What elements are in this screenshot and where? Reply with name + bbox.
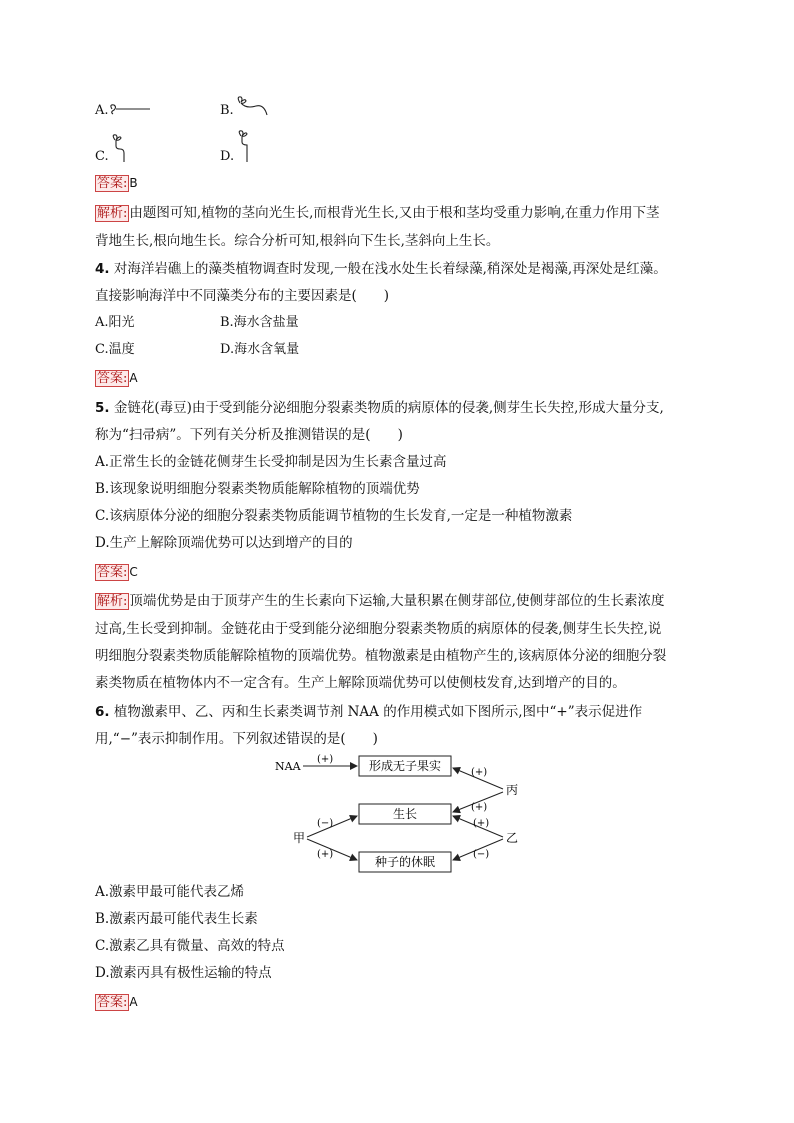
q3-option-d: D. — [220, 149, 235, 164]
answer-tag: 答案: — [97, 371, 128, 386]
answer-tag: 答案: — [97, 176, 128, 191]
sign-bing-growth: (+) — [471, 802, 488, 813]
node-jia: 甲 — [293, 831, 306, 845]
q5-option-c: C.该病原体分泌的细胞分裂素类物质能调节植物的生长发育,一定是一种植物激素 — [95, 508, 573, 524]
box-growth-label: 生长 — [392, 807, 418, 821]
q5-stem-line-1: 5. 金链花(毒豆)由于受到能分泌细胞分裂素类物质的病原体的侵袭,侧芽生长失控,形成大量分支, — [95, 400, 664, 416]
q4-option-c: C.温度 — [95, 342, 135, 357]
seedling-horizontal-icon — [108, 98, 153, 120]
q3-option-b: B. — [220, 103, 234, 118]
analysis-tag: 解析: — [97, 594, 128, 609]
q5-analysis-line-1: 解析: 顶端优势是由于顶芽产生的生长素向下运输,大量积累在侧芽部位,使侧芽部位的生长素浓度 — [97, 593, 665, 609]
q4-option-d: D.海水含氧量 — [220, 342, 300, 357]
box-seedless-fruit-label: 形成无子果实 — [368, 759, 442, 773]
q6-answer: 答案: A — [97, 995, 138, 1010]
node-yi: 乙 — [506, 831, 519, 845]
node-naa: NAA — [275, 760, 301, 773]
q6-option-a: A.激素甲最可能代表乙烯 — [95, 884, 245, 900]
q5-option-d: D.生产上解除顶端优势可以达到增产的目的 — [95, 535, 353, 551]
answer-tag: 答案: — [97, 995, 128, 1010]
q5-stem-line-2: 称为“扫帚病”。下列有关分析及推测错误的是( ) — [95, 427, 403, 443]
q5-option-b: B.该现象说明细胞分裂素类物质能解除植物的顶端优势 — [95, 481, 420, 497]
q5-answer: 答案: C — [97, 565, 138, 580]
box-dormancy-label: 种子的休眠 — [374, 855, 436, 869]
q6-stem-line-2: 用,“−”表示抑制作用。下列叙述错误的是( ) — [95, 731, 378, 747]
q3-option-a: A. — [95, 103, 109, 118]
q4-stem-line-1: 4. 对海洋岩礁上的藻类植物调查时发现,一般在浅水处生长着绿藻,稍深处是褐藻,再深处是红藻。 — [95, 261, 667, 277]
q5-analysis-line-4: 素类物质在植物体内不一定含有。生产上解除顶端优势可以使侧枝发育,达到增产的目的。 — [95, 675, 626, 691]
q5-analysis-line-2: 过高,生长受到抑制。金链花由于受到能分泌细胞分裂素类物质的病原体的侵袭,侧芽生长失控,说 — [95, 621, 662, 637]
q4-answer: 答案: A — [97, 371, 138, 386]
sign-yi-growth: (+) — [473, 818, 490, 829]
q3-option-c: C. — [95, 149, 109, 164]
answer-tag: 答案: — [97, 565, 128, 580]
q3-analysis-line-2: 背地生长,根向地生长。综合分析可知,根斜向下生长,茎斜向上生长。 — [95, 233, 500, 249]
analysis-tag: 解析: — [97, 206, 128, 221]
q6-option-d: D.激素丙具有极性运输的特点 — [95, 965, 272, 981]
seedling-down-icon — [232, 128, 256, 164]
seedling-hook-icon — [108, 132, 136, 164]
q3-answer: 答案: B — [97, 176, 138, 191]
q6-stem-line-1: 6. 植物激素甲、乙、丙和生长素类调节剂 NAA 的作用模式如下图所示,图中“+”表示促进作 — [95, 704, 643, 720]
seedling-curved-icon — [232, 93, 272, 119]
q3-analysis-line-1: 解析: 由题图可知,植物的茎向光生长,而根背光生长,又由于根和茎均受重力影响,在重力作用下茎 — [97, 205, 660, 221]
q5-option-a: A.正常生长的金链花侧芽生长受抑制是因为生长素含量过高 — [95, 454, 447, 470]
q4-option-a: A.阳光 — [95, 315, 135, 330]
node-bing: 丙 — [506, 783, 519, 797]
sign-jia-growth: (−) — [317, 818, 334, 829]
q4-stem-line-2: 直接影响海洋中不同藻类分布的主要因素是( ) — [95, 288, 390, 304]
sign-naa-fruit: (+) — [317, 754, 334, 765]
q5-analysis-line-3: 明细胞分裂素类物质能解除植物的顶端优势。植物激素是由植物产生的,该病原体分泌的细胞分裂 — [95, 648, 667, 664]
sign-yi-dormancy: (−) — [473, 849, 490, 860]
q6-option-b: B.激素丙最可能代表生长素 — [95, 911, 258, 927]
sign-bing-fruit: (+) — [471, 767, 488, 778]
q4-option-b: B.海水含盐量 — [220, 315, 299, 330]
q6-option-c: C.激素乙具有微量、高效的特点 — [95, 938, 285, 954]
sign-jia-dormancy: (+) — [317, 849, 334, 860]
hormone-diagram — [265, 752, 535, 877]
